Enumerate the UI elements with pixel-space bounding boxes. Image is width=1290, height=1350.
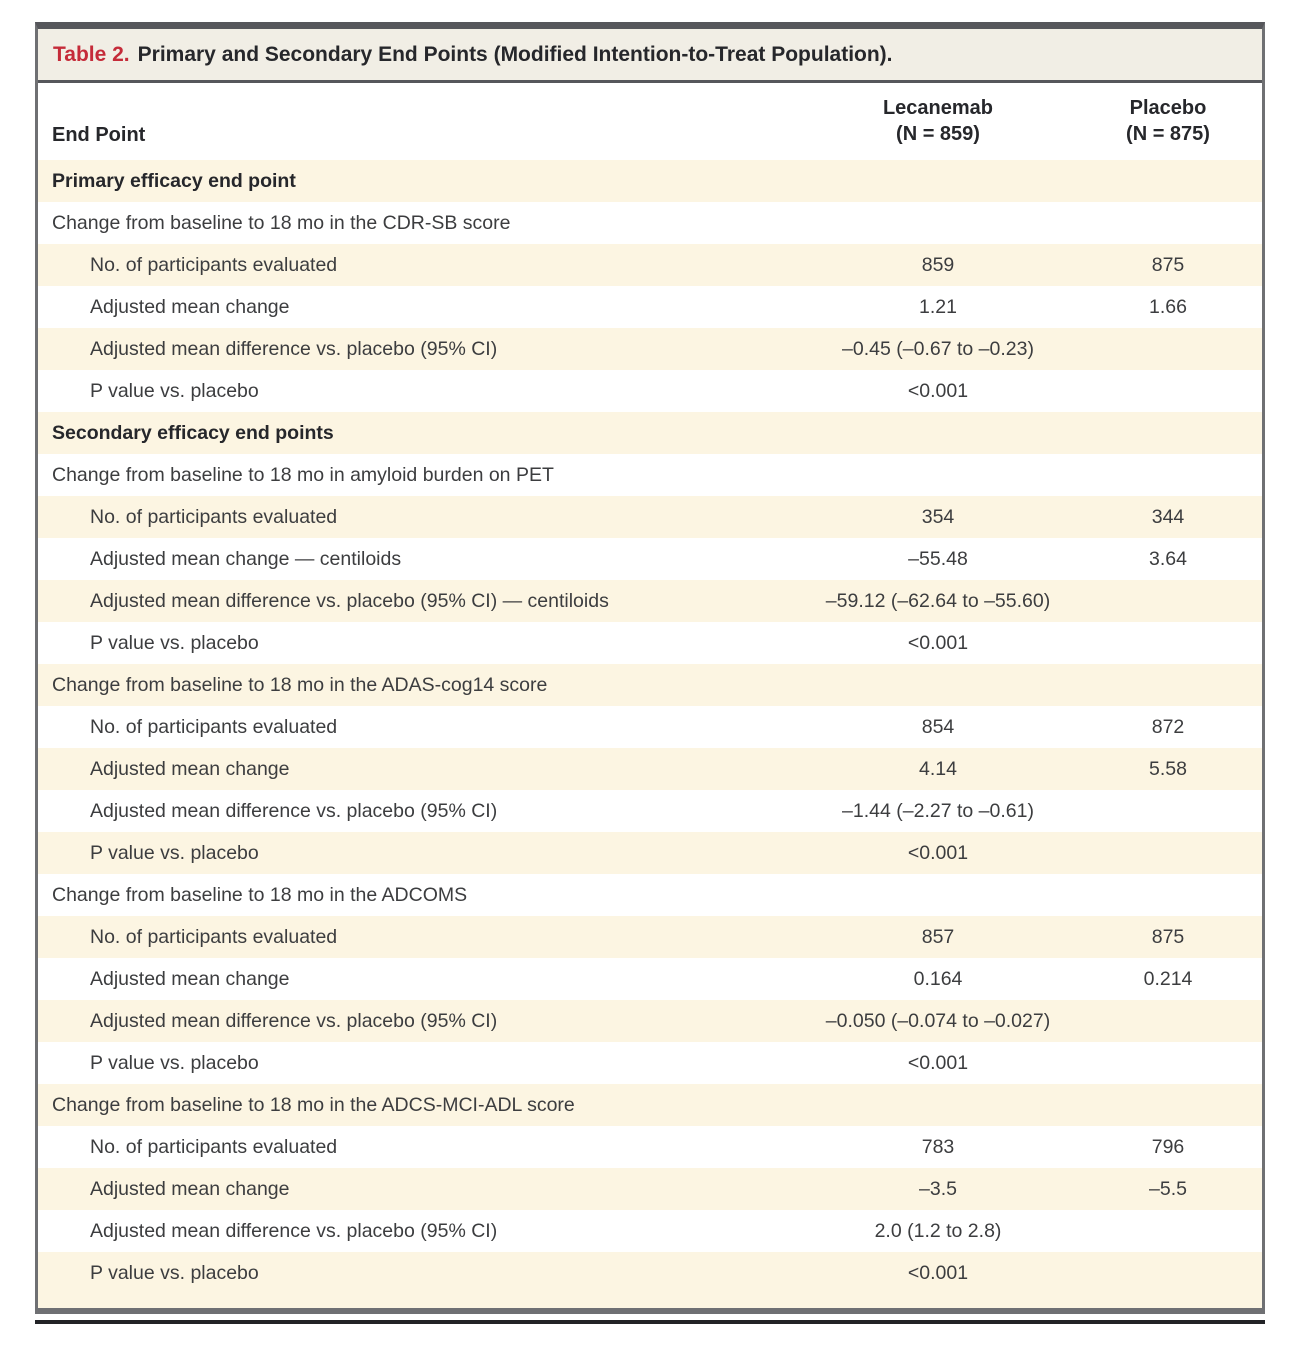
lecanemab-value: <0.001	[907, 379, 969, 402]
row-label: No. of participants evaluated	[90, 253, 338, 276]
table-row	[38, 706, 1262, 748]
table-row	[38, 1000, 1262, 1042]
lecanemab-value: –3.5	[919, 1177, 957, 1200]
table-row	[38, 286, 1262, 328]
row-label: Adjusted mean change	[90, 757, 290, 780]
table-row	[38, 496, 1262, 538]
lecanemab-value: <0.001	[907, 841, 969, 864]
row-label: Adjusted mean change	[90, 1177, 290, 1200]
column-header-lecanemab	[788, 95, 1088, 147]
lecanemab-value: 857	[921, 925, 955, 948]
table-row	[38, 664, 1262, 706]
lecanemab-value: –59.12 (–62.64 to –55.60)	[825, 589, 1051, 612]
column-header-placebo-name: Placebo	[1129, 97, 1207, 119]
table-row	[38, 916, 1262, 958]
table2-card	[35, 22, 1265, 1314]
table-header	[38, 83, 1262, 160]
column-header-placebo-n: (N = 875)	[1126, 123, 1210, 145]
placebo-value: 872	[1151, 715, 1185, 738]
table-body	[38, 160, 1262, 1294]
row-label: Change from baseline to 18 mo in the ADCS-MCI-ADL score	[52, 1093, 575, 1116]
lecanemab-value: 854	[921, 715, 955, 738]
table-row	[38, 1084, 1262, 1126]
row-label: Adjusted mean difference vs. placebo (95% CI)	[90, 799, 498, 822]
table-row	[38, 874, 1262, 916]
placebo-value: 1.66	[1149, 295, 1187, 318]
table-row	[38, 580, 1262, 622]
table-row	[38, 1210, 1262, 1252]
row-label: No. of participants evaluated	[90, 505, 338, 528]
row-label: Adjusted mean change — centiloids	[90, 547, 402, 570]
table-row	[38, 790, 1262, 832]
lecanemab-value: 2.0 (1.2 to 2.8)	[874, 1219, 1002, 1242]
lecanemab-value: –55.48	[908, 547, 968, 570]
column-header-lecanemab-n: (N = 859)	[896, 123, 980, 145]
table-row	[38, 1252, 1262, 1294]
row-label: No. of participants evaluated	[90, 715, 338, 738]
column-header-endpoint: End Point	[52, 124, 146, 146]
lecanemab-value: 4.14	[919, 757, 957, 780]
column-header-placebo	[1088, 95, 1248, 147]
placebo-value: 875	[1151, 925, 1185, 948]
table-title: Primary and Secondary End Points (Modified Intention-to-Treat Population).	[137, 42, 893, 66]
table-row	[38, 160, 1262, 202]
placebo-value: 0.214	[1143, 967, 1193, 990]
lecanemab-value: –0.050 (–0.074 to –0.027)	[825, 1009, 1051, 1032]
lecanemab-value: 859	[921, 253, 955, 276]
placebo-value: 344	[1151, 505, 1185, 528]
table-row	[38, 244, 1262, 286]
table-end-rule	[35, 1320, 1265, 1324]
table-row	[38, 1042, 1262, 1084]
row-label: Adjusted mean difference vs. placebo (95% CI)	[90, 1009, 498, 1032]
row-label: Change from baseline to 18 mo in the ADCOMS	[52, 883, 468, 906]
row-label: P value vs. placebo	[90, 379, 259, 402]
lecanemab-value: 0.164	[913, 967, 963, 990]
table-row	[38, 1126, 1262, 1168]
row-label: No. of participants evaluated	[90, 1135, 338, 1158]
table-row	[38, 622, 1262, 664]
row-label: P value vs. placebo	[90, 1261, 259, 1284]
lecanemab-value: –0.45 (–0.67 to –0.23)	[842, 337, 1034, 360]
table-row	[38, 1168, 1262, 1210]
table-row	[38, 412, 1262, 454]
lecanemab-value: 1.21	[919, 295, 957, 318]
table-row	[38, 748, 1262, 790]
row-label: Change from baseline to 18 mo in the CDR-SB score	[52, 211, 511, 234]
column-header-lecanemab-name: Lecanemab	[882, 97, 994, 119]
row-label: Change from baseline to 18 mo in the ADAS-cog14 score	[52, 673, 548, 696]
lecanemab-value: <0.001	[907, 1261, 969, 1284]
table-title-bar	[38, 29, 1262, 83]
table-row	[38, 328, 1262, 370]
row-label: Secondary efficacy end points	[52, 421, 334, 444]
table-row	[38, 202, 1262, 244]
lecanemab-value: 354	[921, 505, 955, 528]
row-label: P value vs. placebo	[90, 841, 259, 864]
row-label: Change from baseline to 18 mo in amyloid burden on PET	[52, 463, 554, 486]
row-label: Adjusted mean change	[90, 295, 290, 318]
placebo-value: 796	[1151, 1135, 1185, 1158]
table-number: Table 2.	[53, 42, 130, 66]
table-row	[38, 454, 1262, 496]
row-label: Adjusted mean difference vs. placebo (95% CI)	[90, 337, 498, 360]
placebo-value: 3.64	[1149, 547, 1187, 570]
placebo-value: 875	[1151, 253, 1185, 276]
placebo-value: 5.58	[1149, 757, 1187, 780]
lecanemab-value: <0.001	[907, 631, 969, 654]
row-label: Adjusted mean difference vs. placebo (95% CI)	[90, 1219, 498, 1242]
row-label: Primary efficacy end point	[52, 169, 296, 192]
row-label: Adjusted mean difference vs. placebo (95% CI) — centiloids	[90, 589, 609, 612]
row-label: P value vs. placebo	[90, 631, 259, 654]
lecanemab-value: <0.001	[907, 1051, 969, 1074]
placebo-value: –5.5	[1149, 1177, 1187, 1200]
table-bottom-filler	[38, 1294, 1262, 1308]
row-label: Adjusted mean change	[90, 967, 290, 990]
table-row	[38, 538, 1262, 580]
table-row	[38, 370, 1262, 412]
table-row	[38, 958, 1262, 1000]
row-label: No. of participants evaluated	[90, 925, 338, 948]
row-label: P value vs. placebo	[90, 1051, 259, 1074]
lecanemab-value: 783	[921, 1135, 955, 1158]
lecanemab-value: –1.44 (–2.27 to –0.61)	[842, 799, 1034, 822]
table-row	[38, 832, 1262, 874]
